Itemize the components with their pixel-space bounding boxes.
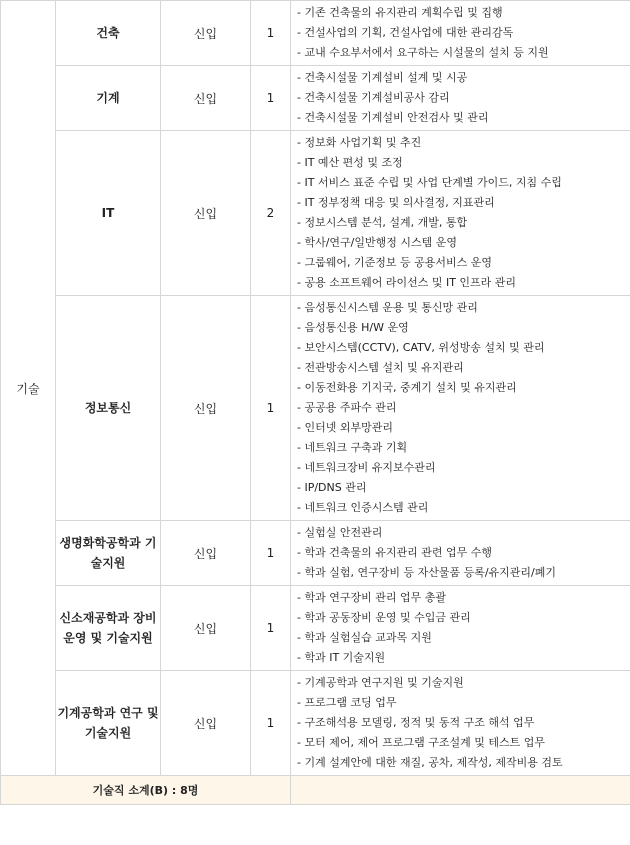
duty-item: - 네트워크장비 유지보수관리	[297, 458, 630, 478]
duty-item: - 네트워크 인증시스템 관리	[297, 498, 630, 518]
headcount-cell: 1	[251, 66, 291, 131]
duty-item: - 그룹웨어, 기준정보 등 공용서비스 운영	[297, 253, 630, 273]
subtotal-label: 기술직 소계(B) : 8명	[1, 776, 291, 805]
duty-item: - 학과 공동장비 운영 및 수입금 관리	[297, 608, 630, 628]
duty-item: - 보안시스템(CCTV), CATV, 위성방송 설치 및 관리	[297, 338, 630, 358]
headcount-cell: 1	[251, 1, 291, 66]
table-row	[1, 671, 630, 776]
headcount-cell: 1	[251, 296, 291, 521]
duty-item: - 건설사업의 기획, 건설사업에 대한 관리감독	[297, 23, 630, 43]
field-cell: 기계	[56, 66, 161, 131]
field-cell: 신소재공학과 장비운영 및 기술지원	[56, 586, 161, 671]
field-cell: IT	[56, 131, 161, 296]
hire-type-cell: 신입	[161, 671, 251, 776]
headcount-cell: 1	[251, 586, 291, 671]
table-row	[1, 66, 630, 131]
duties-cell	[291, 586, 630, 671]
duty-item: - 정보화 사업기획 및 추진	[297, 133, 630, 153]
duty-item: - 학과 실험실습 교과목 지원	[297, 628, 630, 648]
duty-item: - IT 정부정책 대응 및 의사결정, 지표관리	[297, 193, 630, 213]
duty-item: - 네트워크 구축과 기획	[297, 438, 630, 458]
duty-item: - 이동전화용 기지국, 중계기 설치 및 유지관리	[297, 378, 630, 398]
duty-item: - 학과 IT 기술지원	[297, 648, 630, 668]
field-cell: 건축	[56, 1, 161, 66]
headcount-cell: 1	[251, 671, 291, 776]
duty-item: - 공용 소프트웨어 라이선스 및 IT 인프라 관리	[297, 273, 630, 293]
duty-item: - 공공용 주파수 관리	[297, 398, 630, 418]
table-row	[1, 131, 630, 296]
duties-cell	[291, 521, 630, 586]
duties-cell	[291, 296, 630, 521]
duty-item: - 기계 설계안에 대한 재질, 공차, 제작성, 제작비용 검토	[297, 753, 630, 773]
subtotal-empty-cell	[291, 776, 630, 805]
recruitment-table-body	[1, 1, 630, 805]
subtotal-row	[1, 776, 630, 805]
duties-cell	[291, 131, 630, 296]
duty-item: - 학사/연구/일반행정 시스템 운영	[297, 233, 630, 253]
duty-item: - 음성통신시스템 운용 및 통신망 관리	[297, 298, 630, 318]
duty-item: - 전관방송시스템 설치 및 유지관리	[297, 358, 630, 378]
duty-item: - 학과 연구장비 관리 업무 총괄	[297, 588, 630, 608]
field-cell: 기계공학과 연구 및 기술지원	[56, 671, 161, 776]
duty-item: - 기계공학과 연구지원 및 기술지원	[297, 673, 630, 693]
duty-item: - 건축시설물 기계설비공사 감리	[297, 88, 630, 108]
hire-type-cell: 신입	[161, 586, 251, 671]
table-row	[1, 586, 630, 671]
table-row	[1, 1, 630, 66]
hire-type-cell: 신입	[161, 521, 251, 586]
duty-item: - 교내 수요부서에서 요구하는 시설물의 설치 등 지원	[297, 43, 630, 63]
headcount-cell: 2	[251, 131, 291, 296]
hire-type-cell: 신입	[161, 66, 251, 131]
hire-type-cell: 신입	[161, 296, 251, 521]
duty-item: - 구조해석용 모델링, 정적 및 동적 구조 해석 업무	[297, 713, 630, 733]
duties-cell	[291, 66, 630, 131]
duty-item: - 모터 제어, 제어 프로그램 구조설계 및 테스트 업무	[297, 733, 630, 753]
field-cell: 정보통신	[56, 296, 161, 521]
duties-cell	[291, 671, 630, 776]
duty-item: - 프로그램 코딩 업무	[297, 693, 630, 713]
duty-item: - 건축시설물 기계설비 안전검사 및 관리	[297, 108, 630, 128]
duty-item: - 학과 실험, 연구장비 등 자산물품 등록/유지관리/폐기	[297, 563, 630, 583]
duty-item: - 인터넷 외부망관리	[297, 418, 630, 438]
duty-item: - IP/DNS 관리	[297, 478, 630, 498]
duty-item: - 건축시설물 기계설비 설계 및 시공	[297, 68, 630, 88]
table-row	[1, 521, 630, 586]
hire-type-cell: 신입	[161, 1, 251, 66]
table-row	[1, 296, 630, 521]
duty-item: - 학과 건축물의 유지관리 관련 업무 수행	[297, 543, 630, 563]
duty-item: - 정보시스템 분석, 설계, 개발, 통합	[297, 213, 630, 233]
field-cell: 생명화학공학과 기술지원	[56, 521, 161, 586]
hire-type-cell: 신입	[161, 131, 251, 296]
headcount-cell: 1	[251, 521, 291, 586]
duties-cell	[291, 1, 630, 66]
duty-item: - 기존 건축물의 유지관리 계획수립 및 집행	[297, 3, 630, 23]
duty-item: - IT 예산 편성 및 조정	[297, 153, 630, 173]
category-cell: 기술	[1, 1, 56, 776]
duty-item: - IT 서비스 표준 수립 및 사업 단계별 가이드, 지침 수립	[297, 173, 630, 193]
duty-item: - 실험실 안전관리	[297, 523, 630, 543]
duty-item: - 음성통신용 H/W 운영	[297, 318, 630, 338]
